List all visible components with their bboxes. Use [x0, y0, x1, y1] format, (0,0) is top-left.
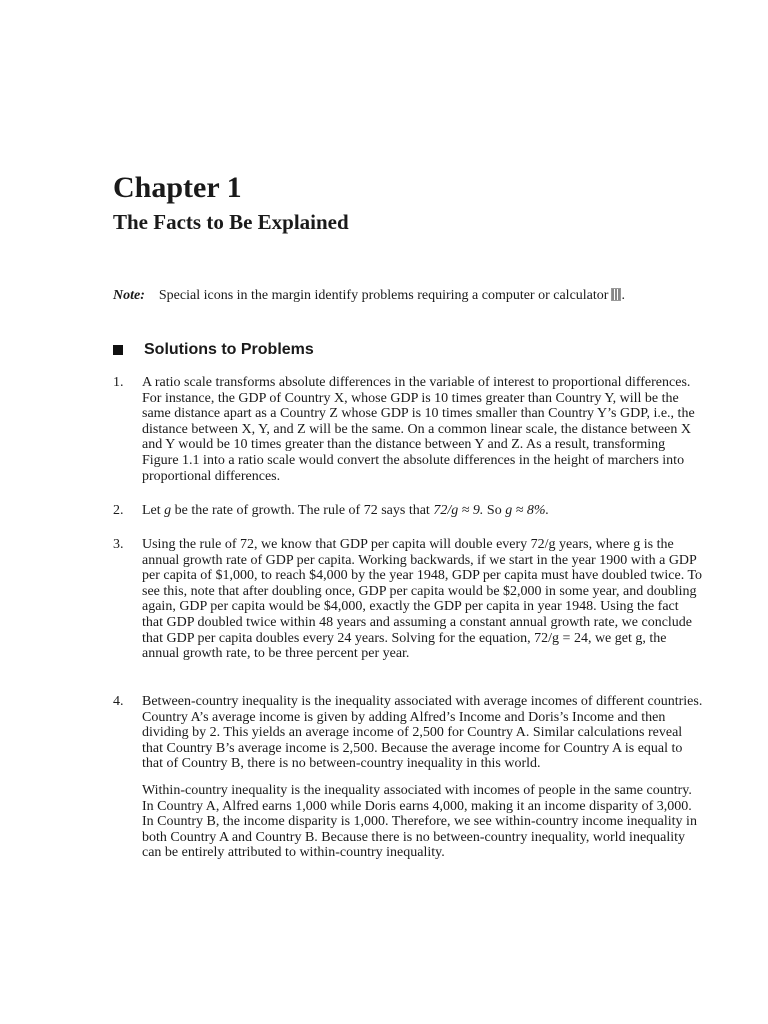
chapter-title: The Facts to Be Explained	[113, 210, 349, 234]
problem-2	[113, 503, 703, 519]
equation: 72/g ≈ 9.	[433, 503, 484, 518]
problem-paragraph	[142, 503, 703, 519]
calculator-icon	[611, 288, 621, 301]
problem-paragraph: Between-country inequality is the inequality associated with average incomes of different countries. Country A’s average income is given by adding Alfred’s Income and Doris’s Income and then dividing by 2. This yields an average income of 2,500 for Country A. Similar calculations reveal that Country B’s average income is 2,500. Because the average income for Country A is equal to that of Country B, there is no between-country inequality in this world.	[142, 694, 703, 772]
problem-number: 4.	[113, 694, 124, 709]
math-variable: g	[164, 503, 172, 518]
problem-number: 1.	[113, 375, 124, 390]
text-run: Let	[142, 503, 165, 518]
problem-paragraph: A ratio scale transforms absolute differences in the variable of interest to proportional differences. For instance, the GDP of Country X, whose GDP is 10 times greater than Country Y, will be the same distance apart as a Country Z whose GDP is 10 times smaller than Country Y’s GDP, i.e., the distance between X, Y, and Z will be the same. On a common linear scale, the distance between X and Y would be 10 times greater than the distance between Y and Z. As a result, transforming Figure 1.1 into a ratio scale would convert the absolute differences in the height of marchers into proportional differences.	[142, 375, 695, 484]
text-run: be the rate of growth. The rule of 72 says that	[171, 503, 434, 518]
chapter-number: Chapter 1	[113, 171, 242, 204]
square-bullet-icon	[113, 345, 123, 355]
problem-number: 3.	[113, 537, 124, 552]
problem-4	[113, 694, 703, 861]
note-text: Special icons in the margin identify problems requiring a computer or calculator	[158, 288, 609, 303]
problem-paragraph: Using the rule of 72, we know that GDP per capita will double every 72/g years, where g is the annual growth rate of GDP per capita. Working backwards, if we start in the year 1900 with a GDP per capita of $1,000, to reach $4,000 by the year 1948, GDP per capita must have doubled twice. To see this, note that after doubling once, GDP per capita would be $2,000 in some year, and doubling again, GDP per capita would be $4,000, exactly the GDP per capita in year 1948. Using the fact that GDP doubled twice within 48 years and assuming a constant annual growth rate, we conclude that GDP per capita doubles every 24 years. Solving for the equation, 72/g = 24, we get g, the annual growth rate, to be three percent per year.	[142, 537, 703, 662]
problem-3	[113, 537, 703, 662]
text-run: So	[483, 503, 506, 518]
note-label: Note:	[113, 288, 145, 303]
note	[113, 287, 713, 305]
note-end: .	[621, 288, 625, 303]
section-heading-text: Solutions to Problems	[144, 341, 314, 358]
equation: g ≈ 8%.	[505, 503, 550, 518]
problem-number: 2.	[113, 503, 124, 518]
section-heading	[113, 341, 314, 359]
problem-1	[113, 375, 703, 484]
problem-paragraph: Within-country inequality is the inequality associated with incomes of people in the same country. In Country A, Alfred earns 1,000 while Doris earns 4,000, making it an income disparity of 3,000. In Country B, the income disparity is 1,000. Therefore, we see within-country income inequality in both Country A and Country B. Because there is no between-country inequality, world inequality can be entirely attributed to within-country inequality.	[142, 782, 697, 861]
